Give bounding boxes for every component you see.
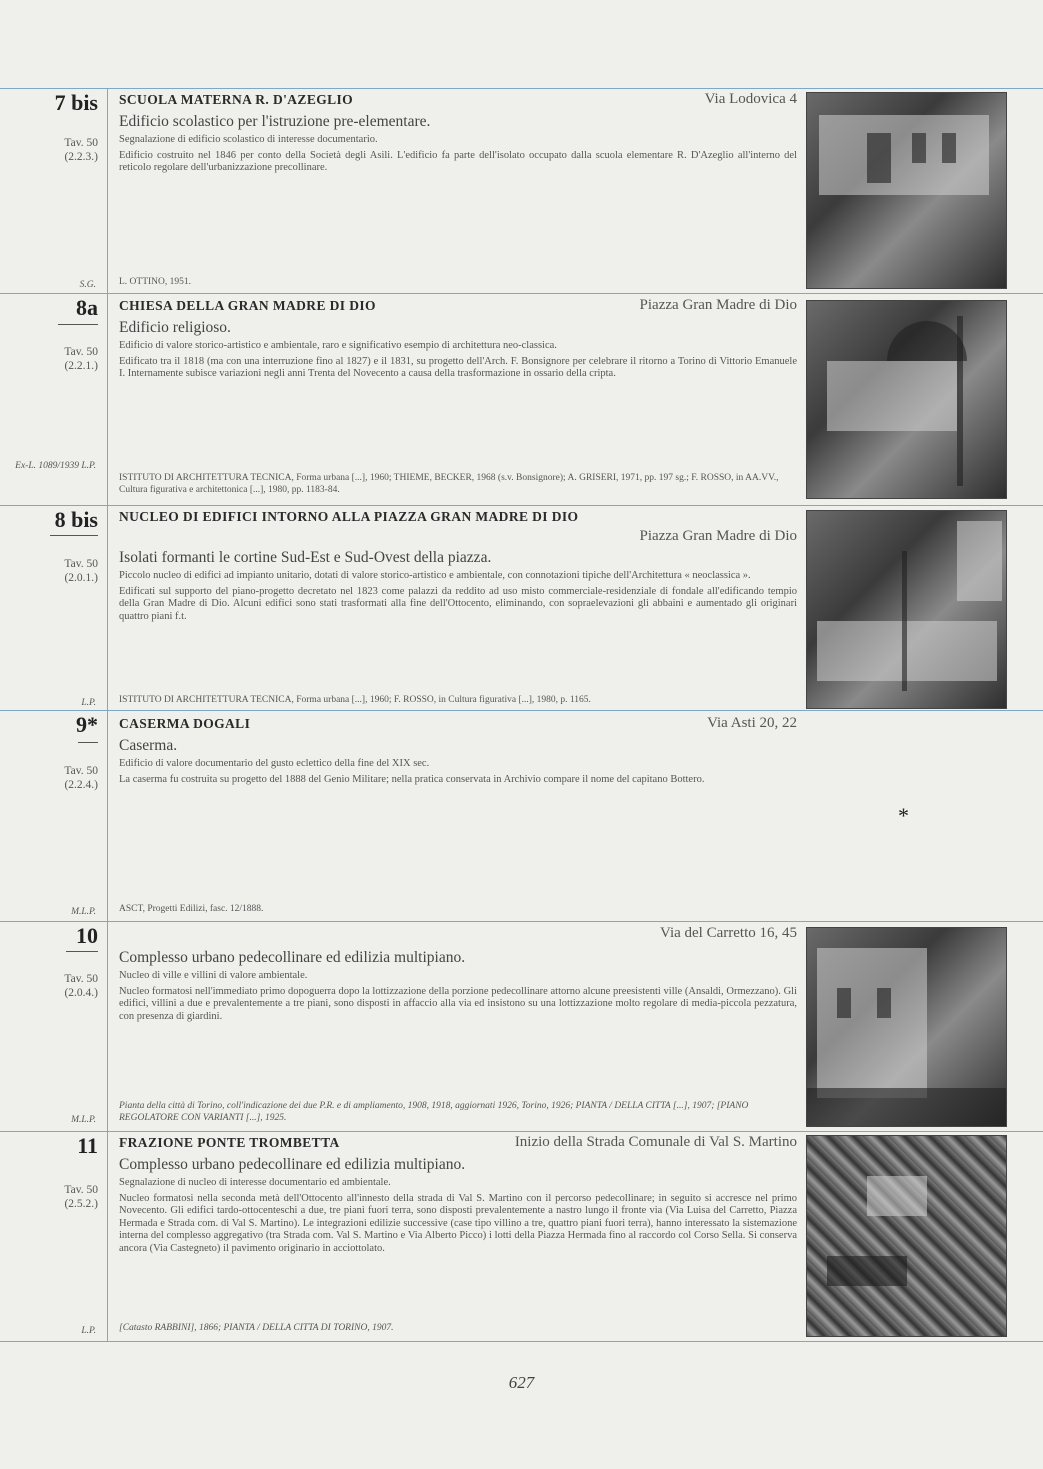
entry-address: Inizio della Strada Comunale di Val S. Martino [514,1134,797,1150]
author-initials: L.P. [81,698,96,708]
bibliography: Pianta della città di Torino, coll'indicazione dei due P.R. e di ampliamento, 1908, 1918, aggiornati 1926, Torino, 1926; PIANTA / DELLA CITTA [...], 1907; [PIANO REGOLATORE CON VARIANTI [...], 1925. [119,1101,749,1123]
tav-ref: (2.2.4.) [64,779,98,791]
building-photo [806,300,1007,499]
entry-number: 8 bis [54,507,98,532]
entry-address: Piazza Gran Madre di Dio [639,297,797,313]
entry-title: FRAZIONE PONTE TROMBETTA [119,1135,340,1150]
tav-label: Tav. 50 [64,765,98,777]
entry-description: Segnalazione di nucleo di interesse documentario ed ambientale. [119,1177,391,1188]
entry-content [119,716,797,786]
bibliography: ISTITUTO DI ARCHITETTURA TECNICA, Forma urbana [...], 1960; THIEME, BECKER, 1968 (s.v. Bonsignore); A. GRISERI, 1971, pp. 197 sg.; F. ROSSO, in AA.VV., Cultura figurativa e architettonica [...], 1980, pp. 1183-84. [119,473,779,495]
number-underline [66,951,98,952]
entry-11 [0,1131,1043,1341]
author-initials: Ex-L. 1089/1939 L.P. [15,461,96,471]
bibliography: ISTITUTO DI ARCHITETTURA TECNICA, Forma urbana [...], 1960; F. ROSSO, in Cultura figurativa [...], 1980, p. 1165. [119,695,591,705]
tav-ref: (2.2.3.) [64,151,98,163]
entry-history: La caserma fu costruita su progetto del 1888 del Genio Militare; nella pratica conservata in Archivio compare il nome del capitano Bottero. [119,773,705,785]
tav-label: Tav. 50 [64,1184,98,1196]
separator-line [0,1341,1043,1342]
page-number: 627 [508,1373,535,1392]
entry-content [119,509,797,623]
entry-number: 7 bis [54,90,98,115]
entry-type: Edificio religioso. [119,319,231,336]
entry-10 [0,921,1043,1131]
entry-content [119,1135,797,1255]
entry-type: Caserma. [119,737,178,754]
entry-content [119,92,797,175]
entry-history: Edificato tra il 1818 (ma con una interruzione fino al 1827) e il 1831, su progetto dell'Arch. F. Bonsignore per celebrare il ritorno a Torino di Vittorio Emanuele I. Internamente subisce variazioni negli anni Trenta del Novecento a causa della trasformazione in ossario della cripta. [119,355,797,379]
entry-history: Nucleo formatosi nell'immediato primo dopoguerra dopo la lottizzazione della porzione pedecollinare attorno alcune preesistenti ville (Ansaldi, Ormezzano). Gli edifici, villini a due e prevalentemente a tre piani, sono disposti in affaccio alla via ed insistono su una lottizzazione molto regolare di media-piccola pezzatura, con presenza di giardini. [119,985,797,1022]
author-initials: M.L.P. [71,907,96,917]
entry-number: 10 [76,923,98,948]
entry-history: Nucleo formatosi nella seconda metà dell'Ottocento all'innesto della strada di Val S. Martino con il percorso pedecollinare; in seguito si accresce nel primo Novecento. Gli edifici tardo-ottocenteschi a due, tre piani fuori terra, sono disposti prevalentemente a nastro lungo il fronte via (Via Luisa del Carretto, Piazza Hermada e Strada com. di Val S. Martino). Le integrazioni edilizie successive (case tipo villino a tre, quattro piani fuori terra), hanno interessato la sistemazione interna del complesso aggregativo (tra Strada com. Val S. Martino e Via Alberto Picco) i lotti della Piazza Hermada fino al raccordo col Corso Sella. Si conserva ancora (Via Castegneto) il pavimento originario in acciottolato. [119,1192,797,1254]
entry-7bis [0,88,1043,293]
bibliography: L. OTTINO, 1951. [119,277,192,287]
entry-description: Nucleo di ville e villini di valore ambientale. [119,970,308,981]
entry-number: 9* [76,712,98,737]
entry-title: CASERMA DOGALI [119,716,251,731]
entry-9 [0,710,1043,921]
building-photo [806,927,1007,1127]
entry-history: Edificati sul supporto del piano-progetto decretato nel 1823 come palazzi da reddito ad uso misto commerciale-residenziale di fondale all'edificando tempio della Gran Madre di Dio. Alcuni edifici sono stati trasformati alla fine dell'Ottocento, eliminando, con sopraelevazioni gli abbaini e aumentado gli originari quattro piani f.t. [119,585,797,622]
building-photo [806,510,1007,709]
star-marker: * [898,803,909,828]
entry-description: Edificio di valore storico-artistico e ambientale, raro e significativo esempio di architettura neo-classica. [119,340,557,351]
tav-label: Tav. 50 [64,558,98,570]
number-underline [58,324,98,325]
entry-content [119,298,797,381]
entry-address: Via del Carretto 16, 45 [660,925,797,941]
entry-type: Complesso urbano pedecollinare ed edilizia multipiano. [119,1156,466,1173]
author-initials: M.L.P. [71,1115,96,1125]
entry-description: Piccolo nucleo di edifici ad impianto unitario, dotati di valore storico-artistico e ambientale, con connotazioni tipiche dell'Architettura « neoclassica ». [119,570,751,581]
building-photo [806,92,1007,289]
entry-type: Isolati formanti le cortine Sud-Est e Sud-Ovest della piazza. [119,549,492,566]
entry-title: SCUOLA MATERNA R. D'AZEGLIO [119,92,354,107]
entry-address: Via Asti 20, 22 [707,715,797,731]
bibliography: [Catasto RABBINI], 1866; PIANTA / DELLA CITTA DI TORINO, 1907. [119,1323,394,1333]
aerial-photo [806,1135,1007,1337]
tav-ref: (2.0.1.) [64,572,98,584]
entry-content [119,926,797,1023]
number-underline [50,535,98,536]
tav-ref: (2.5.2.) [64,1198,98,1210]
entry-description: Segnalazione di edificio scolastico di interesse documentario. [119,134,378,145]
tav-label: Tav. 50 [64,346,98,358]
tav-ref: (2.0.4.) [64,987,98,999]
entry-type: Edificio scolastico per l'istruzione pre-elementare. [119,113,431,130]
entry-8bis [0,505,1043,710]
entry-number: 11 [77,1133,98,1158]
bibliography: ASCT, Progetti Edilizi, fasc. 12/1888. [119,904,264,914]
tav-label: Tav. 50 [64,137,98,149]
entry-title: CHIESA DELLA GRAN MADRE DI DIO [119,298,376,313]
entry-type: Complesso urbano pedecollinare ed edilizia multipiano. [119,949,466,966]
entry-description: Edificio di valore documentario del gusto eclettico della fine del XIX sec. [119,758,430,769]
number-underline [78,742,98,743]
author-initials: S.G. [79,280,96,290]
entry-history: Edificio costruito nel 1846 per conto della Società degli Asili. L'edificio fa parte dell'isolato occupato dalla scuola elementare R. D'Azeglio all'interno del reticolo regolare dell'urbanizzazione precollinare. [119,149,797,173]
entry-address: Via Lodovica 4 [704,91,797,107]
author-initials: L.P. [81,1326,96,1336]
entry-number: 8a [76,295,98,320]
entry-title: NUCLEO DI EDIFICI INTORNO ALLA PIAZZA GRAN MADRE DI DIO [119,509,579,524]
tav-ref: (2.2.1.) [64,360,98,372]
entry-8a [0,293,1043,505]
entry-address: Piazza Gran Madre di Dio [639,528,797,544]
tav-label: Tav. 50 [64,973,98,985]
